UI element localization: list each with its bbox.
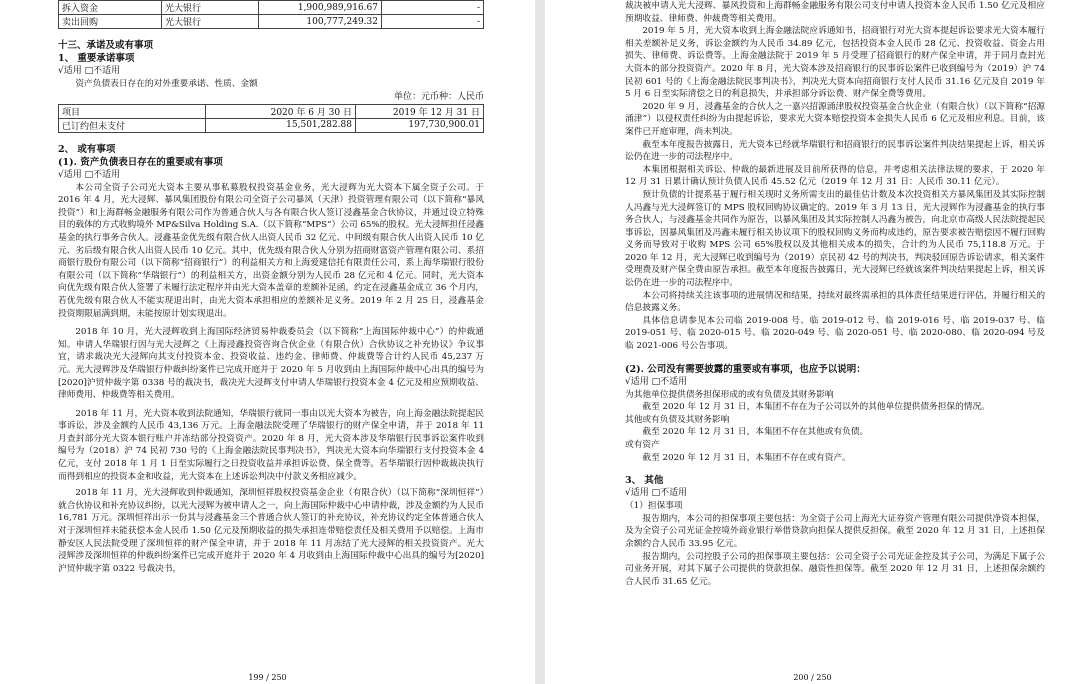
- guarantee-matters-title: （1）担保事项: [625, 501, 683, 512]
- paragraph: 2019 年 5 月，光大资本收到上海金融法院应诉通知书，招商银行对光大资本提起诉讼要求光大资本履行相关差额补足义务，诉讼金额约为人民币 34.89 亿元，包括投资本金人民币 28 亿元、投资收益、资金占用损失、律师费、诉讼费等。上海金融法院于 2019 年 5 月受理了招商银行的财产保全申请，并于同月查封光大资本的部分投资资产。2020 年 8 月，光大资本涉及招商银行的民事诉讼案件已收到编号为（2019）沪 74 民初 601 号的《上海金融法院民事判决书》，判决光大资本向招商银行支付人民币 31.16 亿元及自 2019 年 5 月 6 日至实际清偿之日的利息损失，并承担部分诉讼费、财产保全费等费用。: [625, 26, 1045, 100]
- commitments-desc: 资产负债表日存在的对外重要承诺、性质、金额: [75, 79, 258, 89]
- paragraph: 本集团根据相关诉讼、仲裁的最新进展及目前所获得的信息，并考虑相关法律法规的要求，于 2020 年 12 月 31 日累计确认预计负债人民币 45.52 亿元（2019 年 12 月 31 日：人民币 30.11 亿元）。: [625, 164, 1045, 188]
- page-number: 199 / 250: [248, 673, 287, 682]
- applicable-check: √适用 □不适用: [625, 488, 688, 499]
- contingent-asset-title: 或有资产: [625, 440, 660, 450]
- cell-2019: 197,730,900.01: [356, 118, 484, 132]
- paragraph: 报告期内，本公司的担保事项主要包括：为全资子公司上海光大证券资产管理有限公司提供净资本担保，及为全资子公司光证金控境外商业银行举借贷款向担保人提供反担保。截至 2020 年 12 月 31 日，上述担保余额约合人民币 33.95 亿元。: [625, 513, 1045, 549]
- paragraph: 2018 年 10 月，光大浸辉收到上海国际经济贸易仲裁委员会（以下简称“上海国际仲裁中心”）的仲裁通知。申请人华瑞银行因与光大浸辉之《上海浸鑫投资咨询合伙企业（有限合伙）合伙协议之补充协议》争议事宜，请求裁决光大浸辉向其支付投资本金、投资收益、违约金、律师费、仲裁费等合计约人民币 45,237 万元。光大浸辉涉及华瑞银行仲裁纠纷案件已完成开庭并于 2020 年 5 月收到由上海国际仲裁中心出具的编号为[2020]沪贸仲裁字第 0338 号的裁决书，裁决光大浸辉支付申请人华瑞银行投资本金 4 亿元及相应预期收益、律师费用、仲裁费等相关费用。: [58, 327, 484, 401]
- cell-amount: 1,900,989,916.67: [259, 1, 382, 15]
- page-number: 200 / 250: [793, 673, 832, 682]
- paragraph: 本公司将持续关注该事项的进展情况和结果，持续对最终需承担的具体责任结果进行评估，并履行相关的信息披露义务。: [625, 290, 1045, 314]
- paragraph: 本公司全资子公司光大资本主要从事私募股权投资基金业务，光大浸辉为光大资本下属全资子公司。于 2016 年 4 月，光大浸辉、暴风集团股份有限公司全资子公司暴风（天津）投资管理有限公司（以下简称“暴风投资”）和上海群畅金融服务有限公司作为普通合伙人与各有限合伙人签订浸鑫基金合伙协议，并通过设立特殊目的载体的方式收购境外 MP&Silva Holding S.A.（以下简称“MPS”）公司 65%的股权。光大浸辉担任浸鑫基金的执行事务合伙人。浸鑫基金优先级有限合伙人出资人民币 32 亿元、中间级有限合伙人出资人民币 10 亿元、劣后级有限合伙人出资人民币 10 亿元。其中，优先级有限合伙人分别为招商财富资产管理有限公司、系招商银行股份有限公司（以下简称“招商银行”）的利益相关方和上海爱建信托有限责任公司，系上海华瑞银行股份有限公司（以下简称“华瑞银行”）的利益相关方，出资金额分别为人民币 28 亿元和 4 亿元。同时，光大资本向优先级有限合伙人签署了未履行法定程序并由光大资本盖章的差额补足函，约定在浸鑫基金成立 36 个月内，若优先级有限合伙人不能实现退出时，由光大资本承担相应的差额补足义务。2019 年 2 月 25 日，浸鑫基金投资期限届满到期，未能按原计划实现退出。: [58, 182, 484, 319]
- table-row: [59, 1, 484, 15]
- table-row: [59, 118, 484, 132]
- paragraph: 2020 年 9 月，浸鑫基金的合伙人之一嘉兴招源涌津股权投资基金合伙企业（有限合伙）（以下简称“招源涌津”）以侵权责任纠纷为由提起诉讼，要求光大资本赔偿投资本金损失人民币 6 亿元及相应利息。目前，该案件已开庭审理，尚未判决。: [625, 101, 1045, 137]
- header-2020: 2020 年 6 月 30 日: [206, 104, 356, 118]
- commitments-table: [58, 104, 484, 133]
- page-200: [545, 0, 1080, 684]
- paragraph: 报告期内，公司控股子公司的担保事项主要包括：公司全资子公司光证金控及其子公司，为满足下属子公司业务开展，对其下属子公司提供的贷款担保、融资性担保等。截至 2020 年 12 月 31 日，上述担保余额约合人民币 31.65 亿元。: [625, 551, 1045, 587]
- cell-bank: 光大银行: [162, 1, 259, 15]
- applicable-check: √适用 □不适用: [625, 376, 688, 387]
- contingent-asset-text: 截至 2020 年 12 月 31 日，本集团不存在或有资产。: [642, 452, 851, 463]
- section-13-heading: 十三、承诺及或有事项: [58, 40, 154, 51]
- table-header-row: [59, 104, 484, 118]
- guarantee-text: 截至 2020 年 12 月 31 日，本集团不存在为子公司以外的其他单位提供债务担保的情况。: [642, 402, 990, 413]
- cell-bank: 光大银行: [162, 15, 259, 29]
- paragraph: 具体信息请参见本公司临 2019-008 号、临 2019-012 号、临 2019-016 号、临 2019-037 号、临 2019-051 号、临 2020-015 号、临 2020-049 号、临 2020-051 号、临 2020-080、临 2020-094 号及临 2021-006 号公告事项。: [625, 315, 1045, 352]
- cell-item: 卖出回购: [59, 15, 162, 29]
- header-item: 项目: [59, 104, 206, 118]
- paragraph: 裁决被申请人光大浸辉、暴风投资和上海群畅金融服务有限公司支付申请人投资本金人民币 1.50 亿元及相应预期收益、律师费、仲裁费等相关费用。: [625, 1, 1045, 24]
- currency-unit: 单位：元币种：人民币: [393, 91, 484, 102]
- paragraph: 预计负债的计提系基于履行相关现时义务所需支出的最佳估计数及本次投资相关方暴风集团及其实际控制人冯鑫与光大浸辉签订的 MPS 股权回购协议确定的。2019 年 3 月 13 日，光大浸辉作为浸鑫基金的执行事务合伙人，与浸鑫基金共同作为原告，以暴风集团及其实际控制人冯鑫为被告，向北京市高级人民法院提起民事诉讼，因暴风集团及冯鑫未履行相关协议项下的股权回购义务而构成违约，原告要求被告赔偿因不履行回购义务而导致对于收购 MPS 公司 65%股权以及其他相关成本的损失，合计约为人民币 75,118.8 万元。于 2020 年 12 月，光大浸辉已收到编号为（2019）京民初 42 号的判决书，判决驳回原告诉讼请求，相关案件受理费及财产保全费由原告承担。截至本年度报告披露日，光大浸辉已经就该案件判决结果提起上诉，相关诉讼仍在进一步的司法程序中。: [625, 189, 1045, 289]
- commitments-heading: 1、 重要承诺事项: [58, 53, 135, 64]
- guarantee-title: 为其他单位提供债务担保形成的或有负债及其财务影响: [625, 389, 834, 400]
- other-heading: 3、 其他: [625, 475, 664, 487]
- cell-amount: 100,777,249.32: [259, 15, 382, 29]
- page-199: [0, 0, 535, 684]
- paragraph: 截至本年度报告披露日，光大资本已经就华瑞银行和招商银行的民事诉讼案件判决结果提起上诉，相关诉讼仍在进一步的司法程序中。: [625, 139, 1045, 163]
- page-200-content: [625, 0, 1045, 588]
- cell-2020: 15,501,282.88: [206, 118, 356, 132]
- cell-other: -: [382, 15, 484, 29]
- applicable-check: √适用 □不适用: [58, 66, 121, 76]
- cell-item: 拆入资金: [59, 1, 162, 15]
- other-liability-text: 截至 2020 年 12 月 31 日，本集团不存在其他或有负债。: [642, 427, 869, 438]
- other-liability-title: 其他或有负债及其财务影响: [625, 414, 730, 425]
- applicable-check: √适用 □不适用: [58, 169, 121, 180]
- cell-item: 已订约但未支付: [59, 118, 206, 132]
- page-199-content: [58, 0, 484, 575]
- paragraph: 2018 年 11 月，光大浸辉收到仲裁通知，深圳恒祥股权投资基金企业（有限合伙）（以下简称“深圳恒祥”）就合伙协议和补充协议纠纷，以光大浸辉为被申请人之一，向上海国际仲裁中心申请仲裁，涉及金额约为人民币 16,781 万元。深圳恒祥出示一份其与浸鑫基金三个普通合伙人签订的补充协议，补充协议约定全体普通合伙人对于深圳恒祥未能获偿本金人民币 1.50 亿元及预期收益的损失承担连带赔偿责任及相关费用予以赔偿。上海市静安区人民法院受理了深圳恒祥的财产保全申请，并于 2018 年 11 月冻结了光大浸辉的相关投资资产。光大浸辉涉及深圳恒祥的仲裁纠纷案件已完成开庭并于 2020 年 4 月收到由上海国际仲裁中心出具的编号为[2020]沪贸仲裁字第 0322 号裁决书，: [58, 488, 484, 574]
- contingencies-sub-heading: (1). 资产负债表日存在的重要或有事项: [58, 156, 223, 168]
- no-contingency-heading: (2). 公司没有需要披露的重要或有事项，也应予以说明：: [625, 363, 866, 375]
- cell-other: -: [382, 1, 484, 15]
- header-2019: 2019 年 12 月 31 日: [356, 104, 484, 118]
- paragraph: 2018 年 11 月，光大资本收到法院通知，华瑞银行就同一事由以光大资本为被告，向上海金融法院提起民事诉讼，涉及金额约人民币 43,136 万元。上海金融法院受理了华瑞银行的财产保全申请，并于 2018 年 11 月查封部分光大资本银行账户并冻结部分投资资产。2020 年 8 月，光大资本涉及华瑞银行民事诉讼案件收到编号为（2018）沪 74 民初 730 号的《上海金融法院民事判决书》，判决光大资本向华瑞银行支付投资本金 4 亿元，支付 2018 年 1 月 1 日至实际履行之日投资收益并承担诉讼费、保全费等。若华瑞银行因仲裁裁决执行而得到相应的投资本金和收益，光大资本在上述诉讼判决中付款义务相应减少。: [58, 408, 484, 482]
- interbank-table: [58, 0, 484, 29]
- table-row: [59, 15, 484, 29]
- contingencies-heading: 2、 或有事项: [58, 143, 116, 155]
